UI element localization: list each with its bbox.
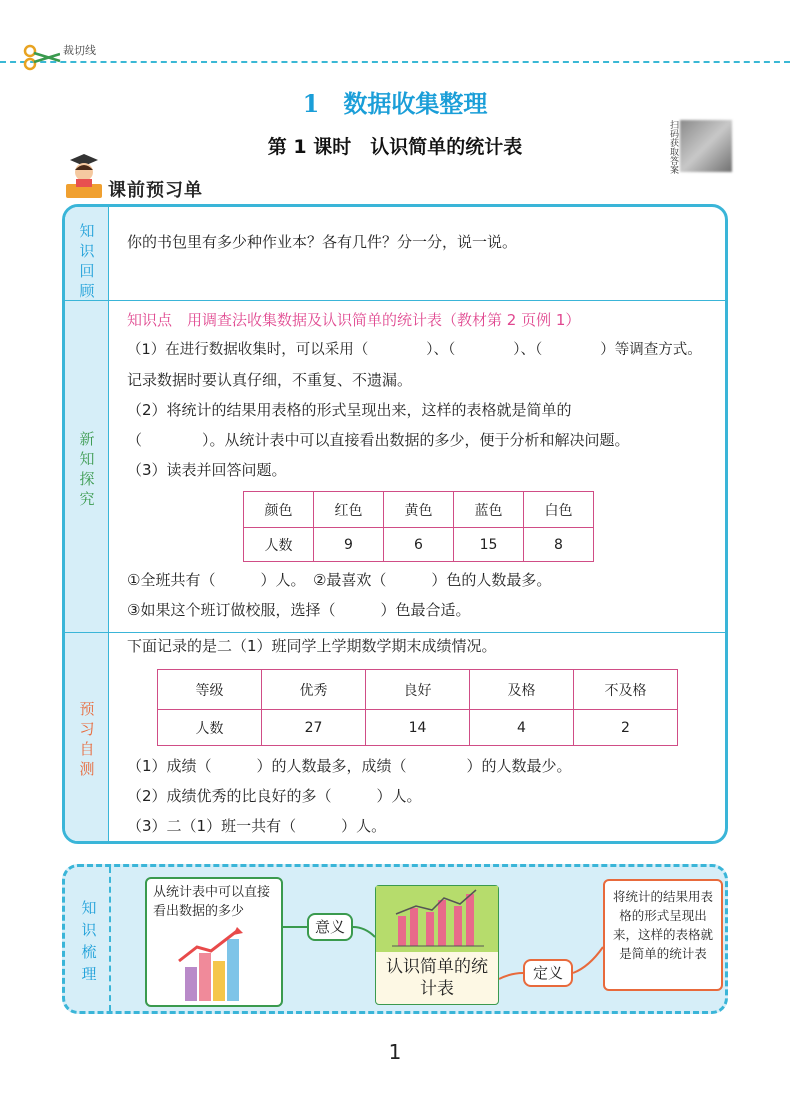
section-review [65,207,725,301]
table-cell: 人数 [244,528,314,562]
table-cell: 4 [470,710,574,746]
preview-box [62,204,728,844]
explore-answers [127,565,711,625]
table-cell: 9 [314,528,384,562]
ans2: ③如果这个班订做校服，选择（ ）色最合适。 [127,601,471,619]
meaning-tag: 意义 [307,913,353,941]
explore-body [127,305,711,485]
kp-label: 知识点 [127,311,173,329]
cut-line [0,44,790,68]
table-cell: 2 [574,710,678,746]
table-cell: 红色 [314,492,384,528]
center-concept-text: 认识简单的统计表 [386,957,488,999]
preview-header [62,150,262,202]
q2-line2: （ ）。从统计表中可以直接看出数据的多少，便于分析和解决问题。 [127,431,630,449]
table-cell: 6 [384,528,454,562]
section-selftest [65,633,725,844]
kp-text: 用调查法收集数据及认识简单的统计表（教材第 2 页例 1） [187,311,581,329]
scan-label: 扫码获取答案 [668,120,678,174]
grade-table [157,669,678,746]
selftest-label: 预习自测 [79,700,95,778]
summary-box [62,864,728,1014]
teacher-icon [62,150,106,200]
ans1: ①全班共有（ ）人。 ②最喜欢（ ）色的人数最多。 [127,571,552,589]
table-cell: 白色 [524,492,594,528]
center-chart-area [376,886,498,952]
table-cell: 人数 [158,710,262,746]
chapter-title: 1 数据收集整理 [302,89,488,118]
qr-code-icon[interactable] [680,120,732,172]
table-cell: 27 [262,710,366,746]
selftest-questions [127,751,711,841]
preview-label: 课前预习单 [108,180,203,201]
q1-line2: 记录数据时要认真仔细，不重复、不遗漏。 [127,371,413,389]
definition-card [603,879,723,991]
table-cell: 良好 [366,670,470,710]
cut-label: 裁切线 [60,42,99,58]
table-cell: 15 [454,528,524,562]
table-cell: 黄色 [384,492,454,528]
meaning-card-text: 从统计表中可以直接看出数据的多少 [153,885,271,919]
q3: （3）读表并回答问题。 [127,461,287,479]
table-cell: 等级 [158,670,262,710]
table-cell: 14 [366,710,470,746]
definition-card-text: 将统计的结果用表格的形式呈现出来，这样的表格就是简单的统计表 [612,889,713,961]
st-q3: （3）二（1）班一共有（ ）人。 [127,817,387,835]
q1-line1: （1）在进行数据收集时，可以采用（ ）、（ ）、（ ）等调查方式。 [127,342,702,358]
bar-chart-icon [376,886,500,952]
table-cell: 优秀 [262,670,366,710]
summary-label: 知识梳理 [81,899,97,983]
st-q1: （1）成绩（ ）的人数最多，成绩（ ）的人数最少。 [127,757,572,775]
selftest-intro: 下面记录的是二（1）班同学上学期数学期末成绩情况。 [127,637,497,655]
qr-block[interactable] [664,120,732,176]
center-concept-card [375,885,499,1005]
st-q2: （2）成绩优秀的比良好的多（ ）人。 [127,787,422,805]
q2-line1: （2）将统计的结果用表格的形式呈现出来，这样的表格就是简单的 [127,401,572,419]
color-table [243,491,594,562]
table-cell: 颜色 [244,492,314,528]
review-label: 知识回顾 [79,222,95,300]
definition-tag: 定义 [523,959,573,987]
table-cell: 不及格 [574,670,678,710]
page-number: 1 [388,1040,402,1064]
table-cell: 蓝色 [454,492,524,528]
dashed-divider [0,61,790,63]
table-cell: 及格 [470,670,574,710]
section-explore [65,301,725,633]
table-cell: 8 [524,528,594,562]
lesson-title: 第 1 课时 认识简单的统计表 [267,136,523,158]
scissors-icon [22,42,62,72]
explore-label: 新知探究 [79,430,95,508]
review-text: 你的书包里有多少种作业本？各有几件？分一分，说一说。 [127,233,518,251]
